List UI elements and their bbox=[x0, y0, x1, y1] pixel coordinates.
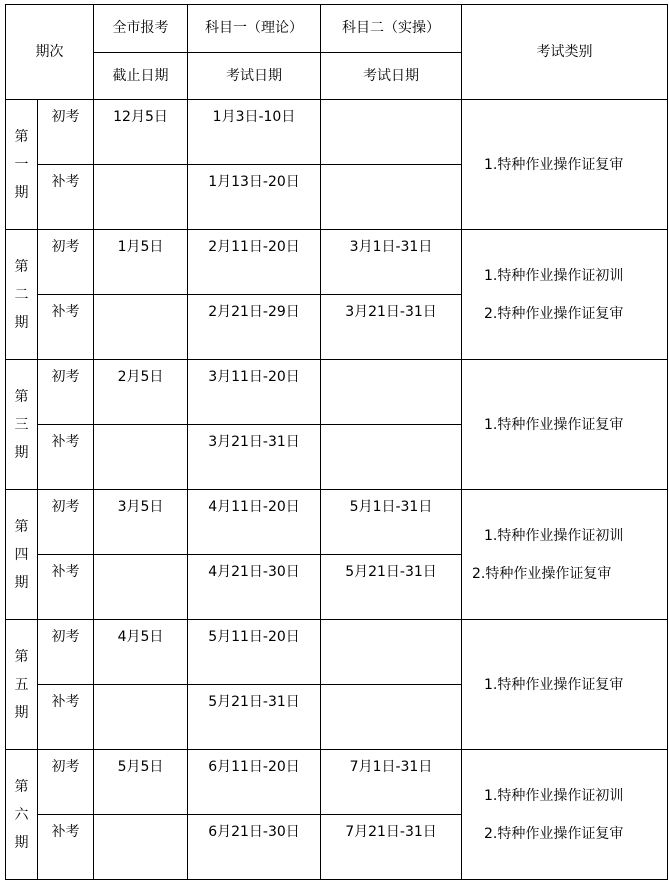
category-cell bbox=[462, 490, 668, 620]
category-item: 1.特种作业操作证复审 bbox=[484, 416, 624, 433]
deadline-empty-cell bbox=[94, 815, 188, 880]
period-rows bbox=[6, 100, 668, 880]
period-label-char: 四 bbox=[14, 546, 29, 563]
exam-type-initial: 初考 bbox=[38, 360, 94, 425]
deadline-empty-cell bbox=[94, 295, 188, 360]
period-label-char: 五 bbox=[14, 676, 29, 693]
period-label-char: 二 bbox=[14, 286, 29, 303]
deadline-header-bottom: 截止日期 bbox=[94, 52, 188, 100]
exam-type-makeup: 补考 bbox=[38, 295, 94, 360]
table-row bbox=[6, 100, 668, 165]
period-label-char: 一 bbox=[14, 156, 29, 173]
period-label-char: 第 bbox=[14, 258, 29, 275]
exam-type-initial: 初考 bbox=[38, 750, 94, 815]
subject2-makeup-date bbox=[321, 425, 462, 490]
subject2-header-top: 科目二（实操） bbox=[321, 5, 462, 53]
deadline-cell: 5月5日 bbox=[94, 750, 188, 815]
subject2-makeup-date bbox=[321, 165, 462, 230]
period-label bbox=[6, 620, 38, 750]
period-label-char: 第 bbox=[14, 128, 29, 145]
exam-type-makeup: 补考 bbox=[38, 815, 94, 880]
deadline-cell: 3月5日 bbox=[94, 490, 188, 555]
period-label-char: 期 bbox=[14, 444, 29, 461]
subject1-makeup-date: 1月13日-20日 bbox=[188, 165, 321, 230]
subject1-initial-date: 1月3日-10日 bbox=[188, 100, 321, 165]
subject1-makeup-date: 3月21日-31日 bbox=[188, 425, 321, 490]
category-item: 2.特种作业操作证复审 bbox=[484, 825, 624, 842]
subject1-initial-date: 5月11日-20日 bbox=[188, 620, 321, 685]
exam-type-initial: 初考 bbox=[38, 490, 94, 555]
subject2-initial-date bbox=[321, 100, 462, 165]
period-label-char: 期 bbox=[14, 314, 29, 331]
period-label-char: 期 bbox=[14, 574, 29, 591]
exam-type-makeup: 补考 bbox=[38, 685, 94, 750]
subject2-initial-date: 3月1日-31日 bbox=[321, 230, 462, 295]
exam-type-makeup: 补考 bbox=[38, 425, 94, 490]
subject2-makeup-date: 7月21日-31日 bbox=[321, 815, 462, 880]
exam-type-initial: 初考 bbox=[38, 100, 94, 165]
period-header: 期次 bbox=[6, 5, 94, 100]
header-row-top bbox=[6, 5, 668, 53]
table-body bbox=[6, 5, 668, 100]
deadline-empty-cell bbox=[94, 425, 188, 490]
period-label-char: 三 bbox=[14, 416, 29, 433]
period-label bbox=[6, 360, 38, 490]
category-item: 1.特种作业操作证初训 bbox=[484, 787, 624, 804]
period-label-char: 第 bbox=[14, 778, 29, 795]
period-label bbox=[6, 100, 38, 230]
subject2-initial-date: 5月1日-31日 bbox=[321, 490, 462, 555]
category-header: 考试类别 bbox=[462, 5, 668, 100]
period-label bbox=[6, 230, 38, 360]
period-label-char: 六 bbox=[14, 806, 29, 823]
category-item: 2.特种作业操作证复审 bbox=[472, 565, 612, 582]
subject2-makeup-date bbox=[321, 685, 462, 750]
subject1-makeup-date: 2月21日-29日 bbox=[188, 295, 321, 360]
category-cell bbox=[462, 750, 668, 880]
exam-type-makeup: 补考 bbox=[38, 165, 94, 230]
deadline-cell: 4月5日 bbox=[94, 620, 188, 685]
table-row bbox=[6, 620, 668, 685]
subject2-initial-date bbox=[321, 360, 462, 425]
subject2-header-bottom: 考试日期 bbox=[321, 52, 462, 100]
exam-schedule-table bbox=[5, 4, 668, 880]
subject2-makeup-date: 5月21日-31日 bbox=[321, 555, 462, 620]
category-item: 2.特种作业操作证复审 bbox=[484, 305, 624, 322]
period-label-char: 期 bbox=[14, 184, 29, 201]
exam-type-initial: 初考 bbox=[38, 230, 94, 295]
period-label bbox=[6, 750, 38, 880]
table-row bbox=[6, 490, 668, 555]
deadline-cell: 12月5日 bbox=[94, 100, 188, 165]
subject1-initial-date: 3月11日-20日 bbox=[188, 360, 321, 425]
deadline-cell: 1月5日 bbox=[94, 230, 188, 295]
category-cell bbox=[462, 360, 668, 490]
subject2-initial-date bbox=[321, 620, 462, 685]
deadline-empty-cell bbox=[94, 555, 188, 620]
period-label-char: 第 bbox=[14, 518, 29, 535]
subject1-makeup-date: 4月21日-30日 bbox=[188, 555, 321, 620]
period-label bbox=[6, 490, 38, 620]
deadline-empty-cell bbox=[94, 685, 188, 750]
category-item: 1.特种作业操作证复审 bbox=[484, 156, 624, 173]
exam-type-initial: 初考 bbox=[38, 620, 94, 685]
table-row bbox=[6, 230, 668, 295]
category-cell bbox=[462, 620, 668, 750]
subject1-makeup-date: 5月21日-31日 bbox=[188, 685, 321, 750]
subject1-initial-date: 4月11日-20日 bbox=[188, 490, 321, 555]
category-item: 1.特种作业操作证初训 bbox=[484, 267, 624, 284]
subject1-makeup-date: 6月21日-30日 bbox=[188, 815, 321, 880]
exam-type-makeup: 补考 bbox=[38, 555, 94, 620]
period-label-char: 期 bbox=[14, 704, 29, 721]
category-item: 1.特种作业操作证复审 bbox=[484, 676, 624, 693]
period-label-char: 期 bbox=[14, 834, 29, 851]
deadline-cell: 2月5日 bbox=[94, 360, 188, 425]
category-cell bbox=[462, 230, 668, 360]
subject1-initial-date: 2月11日-20日 bbox=[188, 230, 321, 295]
table-row bbox=[6, 360, 668, 425]
category-cell bbox=[462, 100, 668, 230]
subject1-initial-date: 6月11日-20日 bbox=[188, 750, 321, 815]
subject2-makeup-date: 3月21日-31日 bbox=[321, 295, 462, 360]
subject2-initial-date: 7月1日-31日 bbox=[321, 750, 462, 815]
period-label-char: 第 bbox=[14, 388, 29, 405]
subject1-header-bottom: 考试日期 bbox=[188, 52, 321, 100]
period-label-char: 第 bbox=[14, 648, 29, 665]
deadline-header-top: 全市报考 bbox=[94, 5, 188, 53]
table-row bbox=[6, 750, 668, 815]
category-item: 1.特种作业操作证初训 bbox=[484, 527, 624, 544]
deadline-empty-cell bbox=[94, 165, 188, 230]
subject1-header-top: 科目一（理论） bbox=[188, 5, 321, 53]
